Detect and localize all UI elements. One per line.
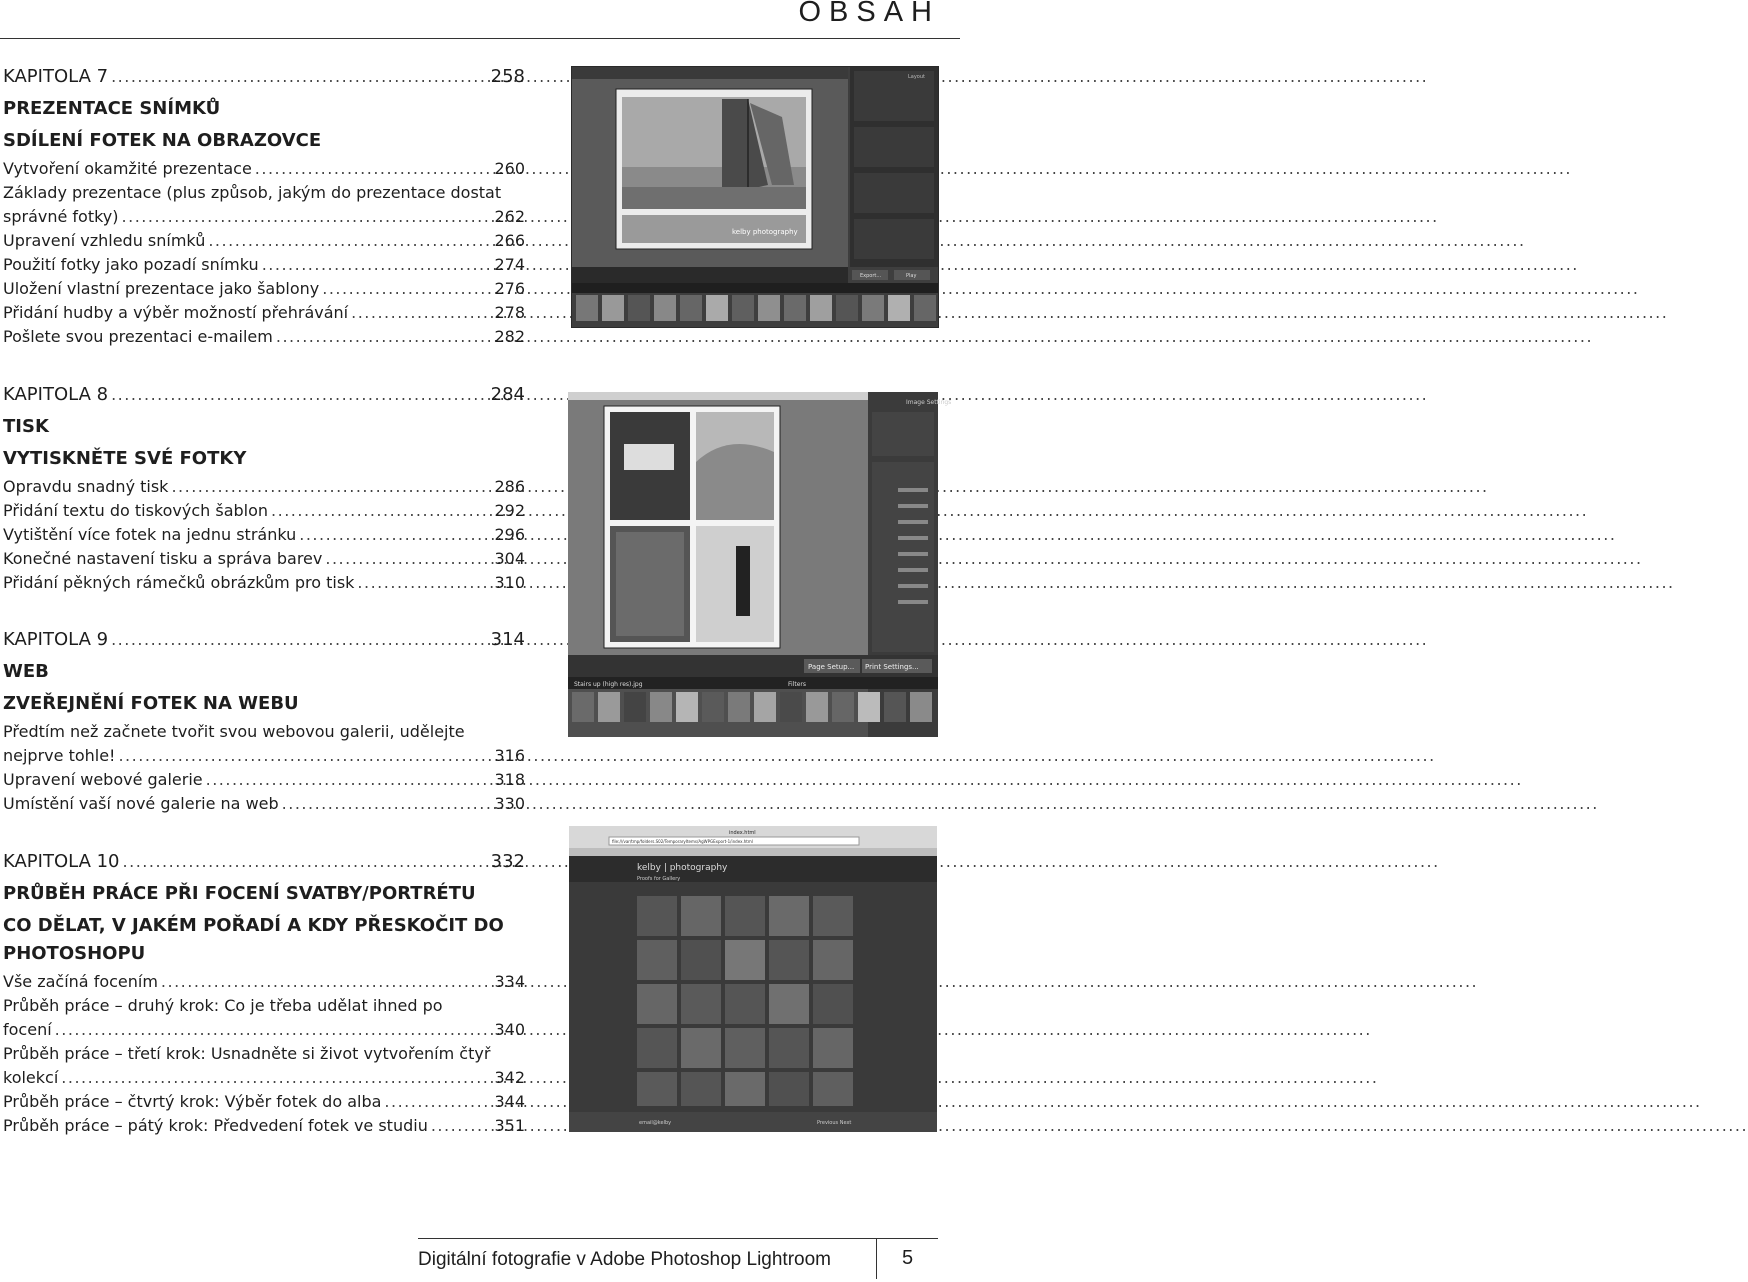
chapter-heading-row[interactable]	[3, 379, 525, 411]
leader-dots	[299, 523, 491, 547]
entry-text: Průběh práce – pátý krok: Předvedení fotek ve studiu	[3, 1116, 428, 1135]
toc-entry[interactable]	[3, 157, 525, 181]
toc-entry[interactable]	[3, 768, 525, 792]
chapter-page: 332	[490, 851, 525, 872]
entry-text-line1: Průběh práce – druhý krok: Co je třeba udělat ihned po	[3, 996, 443, 1015]
entry-page: 316	[494, 746, 525, 765]
filename-label: Stairs up (high res).jpg	[574, 681, 643, 688]
footer-title: Digitální fotografie v Adobe Photoshop Lightroom	[418, 1249, 831, 1270]
leader-dots	[255, 157, 492, 181]
toc-entry[interactable]	[3, 253, 525, 277]
entry-page: 274	[494, 255, 525, 274]
leader-dots	[55, 1018, 492, 1042]
entry-text: Průběh práce – čtvrtý krok: Výběr fotek do alba	[3, 1092, 382, 1111]
url-text: file:///var/tmp/folders.S02/TemporaryItems/AgWPGExport-1/index.html	[612, 839, 753, 844]
entry-text: Uložení vlastní prezentace jako šablony	[3, 279, 320, 298]
toc-entry[interactable]	[3, 970, 525, 994]
play-button-label: Play	[906, 273, 917, 279]
page-footer	[418, 1238, 938, 1279]
entry-text: Pošlete svou prezentaci e-mailem	[3, 327, 273, 346]
leader-dots	[171, 475, 491, 499]
entry-page: 278	[494, 303, 525, 322]
leader-dots	[276, 325, 492, 349]
entry-text: Přidání textu do tiskových šablon	[3, 501, 269, 520]
leader-dots	[262, 253, 492, 277]
web-screenshot	[569, 826, 937, 1132]
leader-dots	[357, 571, 491, 595]
leader-dots	[282, 792, 492, 816]
entry-page: 310	[494, 573, 525, 592]
entry-text: Opravdu snadný tisk	[3, 477, 169, 496]
chapter-10	[3, 846, 525, 1138]
entry-page: 342	[494, 1068, 525, 1087]
entry-page: 260	[494, 159, 525, 178]
entry-text-line1: Průběh práce – třetí krok: Usnadněte si život vytvořením čtyř	[3, 1044, 491, 1063]
entry-text-line1: Základy prezentace (plus způsob, jakým do prezentace dostat	[3, 183, 502, 202]
leader-dots	[431, 1114, 492, 1138]
chapter-label: KAPITOLA 9	[3, 629, 109, 650]
chapter-label: KAPITOLA 7	[3, 66, 109, 87]
toc-entry[interactable]	[3, 720, 525, 768]
page-setup-label: Page Setup...	[808, 663, 855, 671]
leader-dots	[351, 301, 491, 325]
entry-page: 304	[494, 549, 525, 568]
leader-dots	[61, 1066, 491, 1090]
chapter-label: KAPITOLA 10	[3, 851, 120, 872]
chapter-subtitle: CO DĚLAT, V JAKÉM POŘADÍ A KDY PŘESKOČIT DO PHOTOSHOPU	[3, 915, 504, 964]
toc-entry[interactable]	[3, 181, 525, 229]
entry-text: Umístění vaší nové galerie na web	[3, 794, 279, 813]
entry-page: 276	[494, 279, 525, 298]
chapter-title: TISK	[3, 416, 49, 437]
chapter-7	[3, 61, 525, 349]
page-header	[0, 0, 960, 38]
entry-page: 286	[494, 477, 525, 496]
chapter-subtitle: ZVEŘEJNĚNÍ FOTEK NA WEBU	[3, 693, 299, 714]
chapter-subtitle: VYTISKNĚTE SVÉ FOTKY	[3, 448, 247, 469]
entry-page: 262	[494, 207, 525, 226]
toc-entry[interactable]	[3, 499, 525, 523]
filter-label: Filters	[788, 681, 806, 688]
entry-page: 266	[494, 231, 525, 250]
entry-page: 296	[494, 525, 525, 544]
entry-text: nejprve tohle!	[3, 746, 116, 765]
export-button-label: Export...	[860, 273, 882, 279]
footer-separator	[876, 1239, 877, 1279]
gallery-brand: kelby | photography	[637, 863, 728, 873]
toc-entry[interactable]	[3, 547, 525, 571]
toc-entry[interactable]	[3, 1042, 525, 1090]
chapter-9	[3, 624, 525, 816]
filmstrip[interactable]	[576, 295, 936, 321]
leader-dots	[122, 205, 492, 229]
entry-text: kolekcí	[3, 1068, 59, 1087]
toc-entry[interactable]	[3, 475, 525, 499]
entry-text: Upravení vzhledu snímků	[3, 231, 206, 250]
slideshow-illustration	[572, 67, 938, 327]
leader-dots	[325, 547, 491, 571]
entry-text-line1: Předtím než začnete tvořit svou webovou galerii, udělejte	[3, 722, 465, 741]
chapter-title: PRŮBĚH PRÁCE PŘI FOCENÍ SVATBY/PORTRÉTU	[3, 883, 476, 904]
leader-dots	[208, 229, 491, 253]
gallery-nav[interactable]: Previous Next	[817, 1120, 852, 1126]
leader-dots	[111, 624, 488, 656]
toc-entry[interactable]	[3, 229, 525, 253]
print-illustration	[568, 392, 952, 737]
leader-dots	[206, 768, 492, 792]
toc-entry[interactable]	[3, 325, 525, 349]
entry-text: Upravení webové galerie	[3, 770, 203, 789]
toc-entry[interactable]	[3, 994, 525, 1042]
chapter-heading-row[interactable]	[3, 624, 525, 656]
toc-entry[interactable]	[3, 1114, 525, 1138]
entry-text: Použití fotky jako pozadí snímku	[3, 255, 259, 274]
entry-text: Vytvoření okamžité prezentace	[3, 159, 252, 178]
chapter-8	[3, 379, 525, 595]
chapter-title: WEB	[3, 661, 49, 682]
leader-dots	[271, 499, 491, 523]
browser-title: index.html	[729, 830, 756, 836]
entry-page: 351	[494, 1116, 525, 1135]
leader-dots	[384, 1090, 491, 1114]
print-panel-label: Image Settings	[906, 399, 952, 406]
toc-entry[interactable]	[3, 301, 525, 325]
entry-text: Konečné nastavení tisku a správa barev	[3, 549, 323, 568]
header-rule	[0, 38, 960, 39]
leader-dots	[111, 379, 488, 411]
leader-dots	[161, 970, 492, 994]
slideshow-screenshot	[571, 66, 939, 328]
entry-page: 318	[494, 770, 525, 789]
entry-page: 292	[494, 501, 525, 520]
page-title: OBSAH	[798, 0, 940, 28]
entry-text: Vše začíná focením	[3, 972, 158, 991]
page-number: 5	[902, 1247, 914, 1269]
chapter-subtitle: SDÍLENÍ FOTEK NA OBRAZOVCE	[3, 130, 322, 151]
leader-dots	[118, 744, 491, 768]
entry-page: 330	[494, 794, 525, 813]
chapter-heading-row[interactable]	[3, 61, 525, 93]
thumbnail-grid[interactable]	[637, 896, 853, 1106]
entry-text: Přidání hudby a výběr možností přehrávání	[3, 303, 349, 322]
entry-text: focení	[3, 1020, 52, 1039]
toc-entry[interactable]	[3, 523, 525, 547]
panel-label: Layout	[908, 74, 925, 80]
print-settings-label: Print Settings...	[865, 663, 919, 671]
entry-text: Vytištění více fotek na jednu stránku	[3, 525, 297, 544]
toc-entry[interactable]	[3, 571, 525, 595]
entry-page: 334	[494, 972, 525, 991]
gallery-heading: Proofs for Gallery	[637, 876, 681, 882]
leader-dots	[322, 277, 491, 301]
chapter-title: PREZENTACE SNÍMKŮ	[3, 98, 221, 119]
entry-text: Přidání pěkných rámečků obrázkům pro tisk	[3, 573, 355, 592]
chapter-heading-row[interactable]	[3, 846, 525, 878]
chapter-page: 314	[490, 629, 525, 650]
entry-text: správné fotky)	[3, 207, 119, 226]
entry-page: 282	[494, 327, 525, 346]
entry-page: 344	[494, 1092, 525, 1111]
print-screenshot	[568, 392, 952, 737]
web-illustration	[569, 826, 937, 1132]
leader-dots	[123, 846, 488, 878]
chapter-label: KAPITOLA 8	[3, 384, 109, 405]
toc-entry[interactable]	[3, 792, 525, 816]
email-link[interactable]: email@kelby	[639, 1120, 672, 1126]
toc-entry[interactable]	[3, 1090, 525, 1114]
toc-entry[interactable]	[3, 277, 525, 301]
entry-page: 340	[494, 1020, 525, 1039]
leader-dots	[111, 61, 488, 93]
chapter-page: 284	[490, 384, 525, 405]
slideshow-watermark: kelby photography	[732, 228, 798, 236]
chapter-page: 258	[490, 66, 525, 87]
